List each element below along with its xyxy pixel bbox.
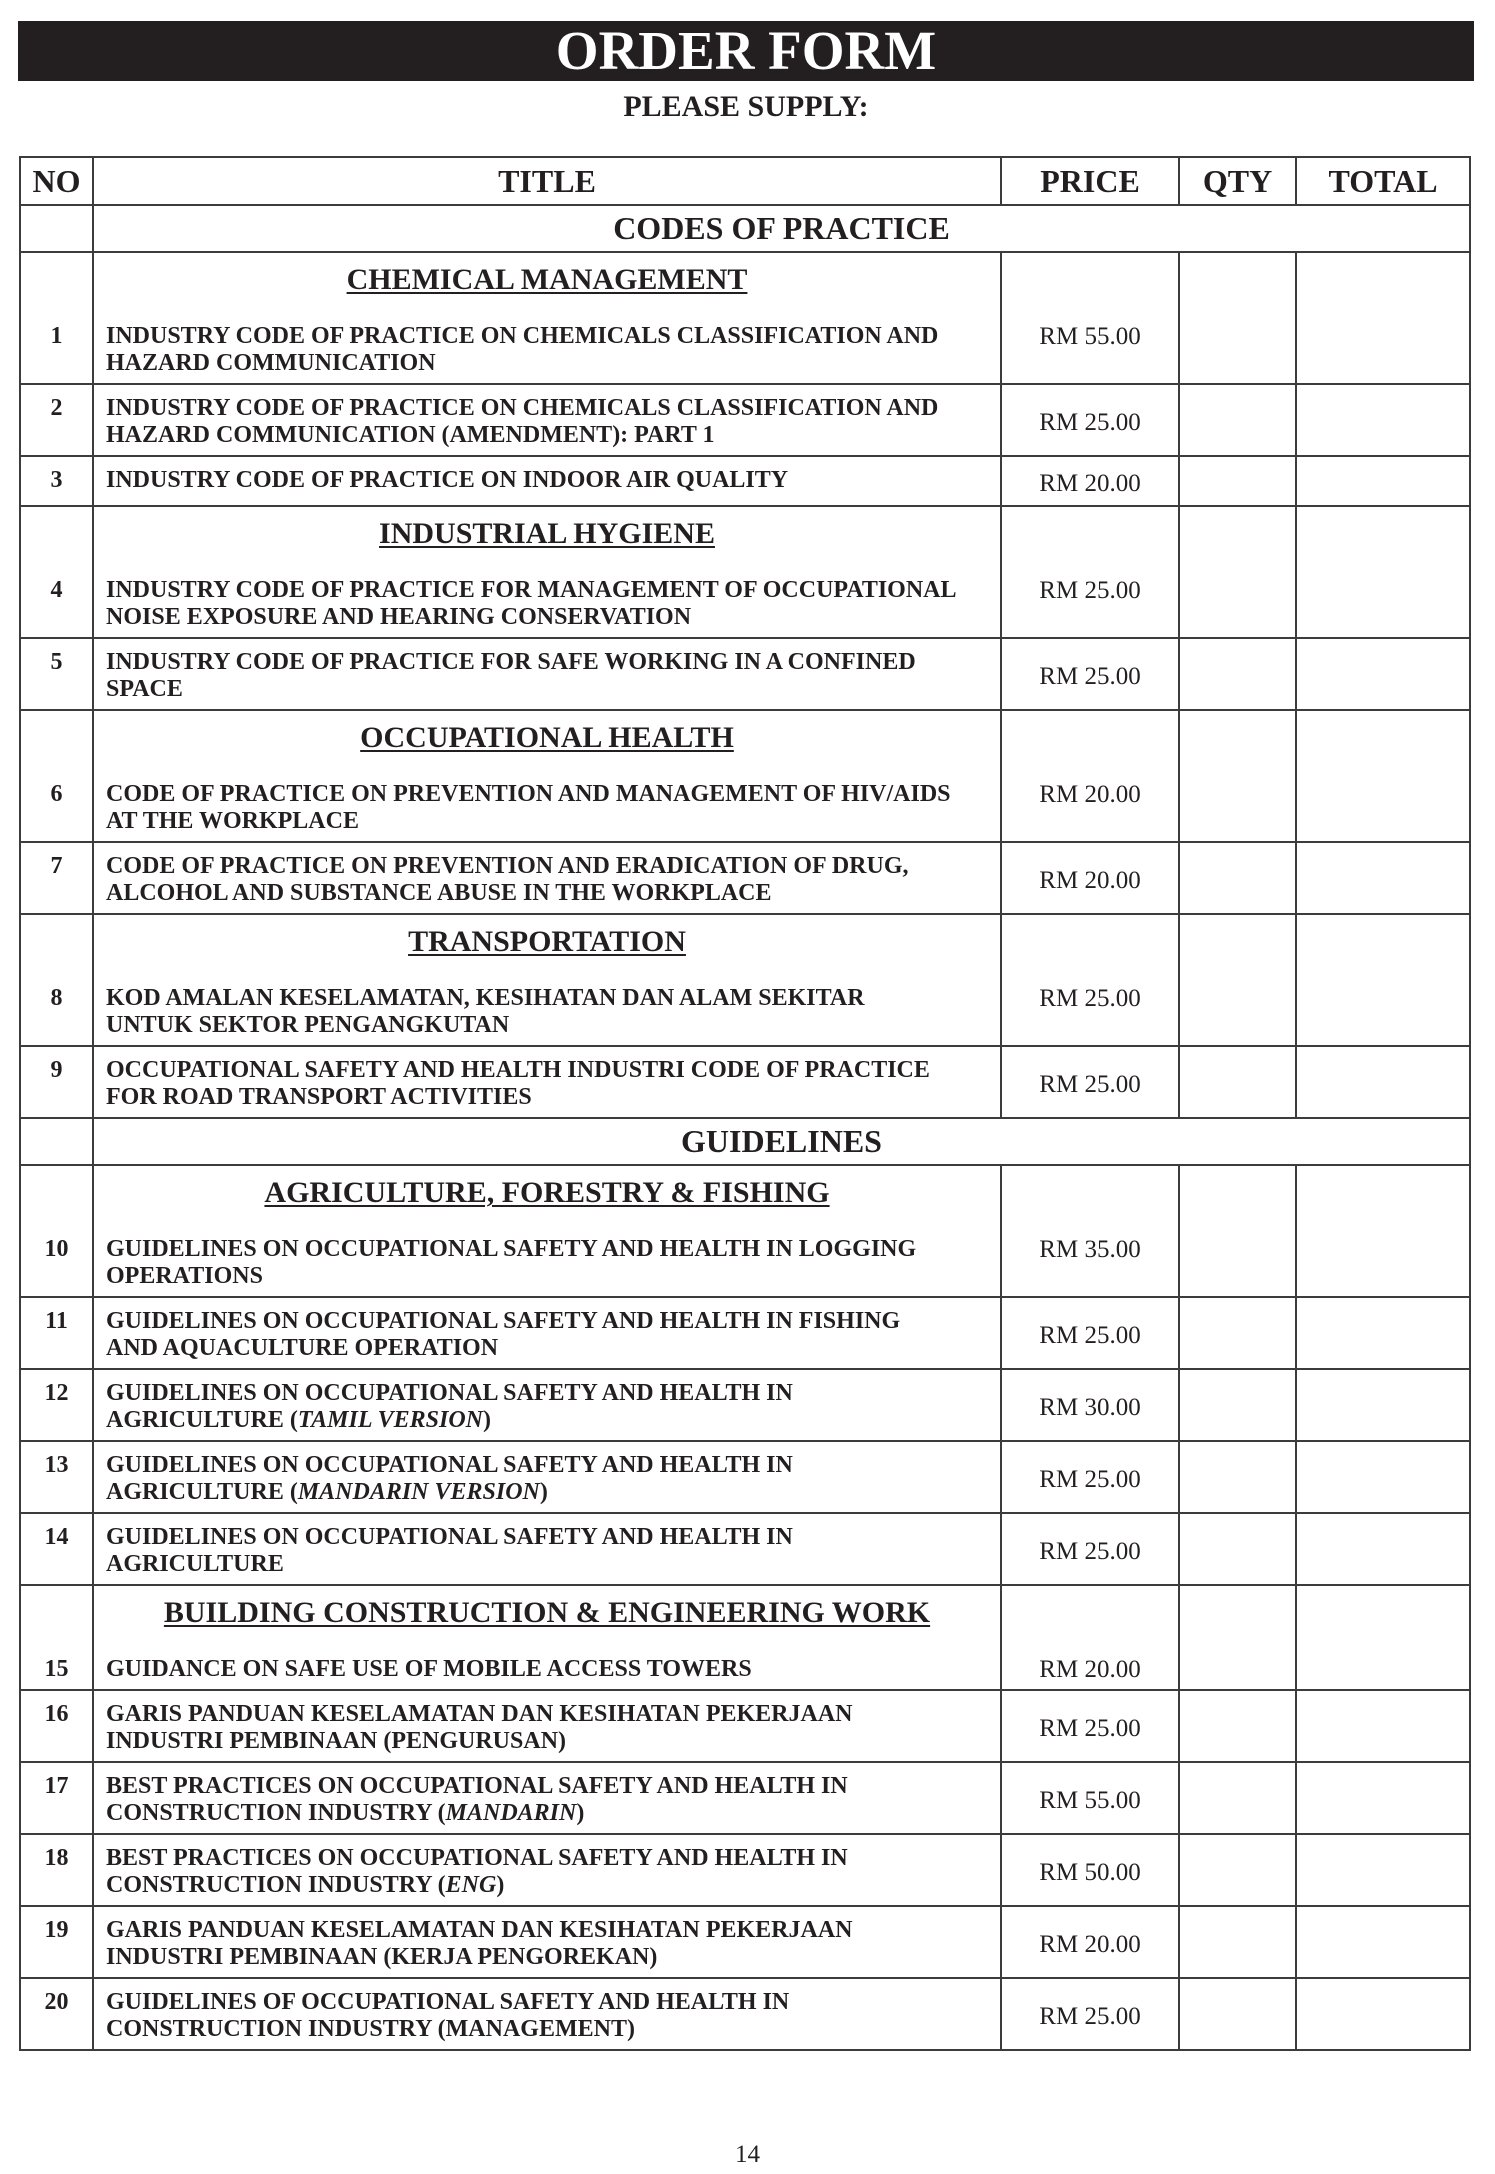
total-cell [1297,1442,1469,1512]
title-text-italic: MANDARIN VERSION [297,1479,540,1505]
qty-cell [1180,457,1297,505]
item-title-line: AGRICULTURE [106,1551,284,1577]
group-heading: AGRICULTURE, FORESTRY & FISHING [264,1176,830,1209]
table-row [21,915,1469,1047]
column-header-no: NO [21,158,94,204]
section-number-cell [21,206,94,251]
column-header-total: TOTAL [1328,162,1438,199]
item-title-line: UNTUK SEKTOR PENGANGKUTAN [106,1012,510,1038]
item-title-line: GUIDANCE ON SAFE USE OF MOBILE ACCESS TOWERS [106,1656,752,1682]
item-title-line: GARIS PANDUAN KESELAMATAN DAN KESIHATAN PEKERJAAN [106,1701,853,1727]
qty-cell [1180,253,1297,383]
item-price: RM 25.00 [1039,1714,1141,1742]
item-title-cell [94,1047,1002,1117]
title-text: ) [539,1479,548,1505]
qty-cell [1180,1907,1297,1977]
item-title-cell [94,1298,1002,1368]
section-title: GUIDELINES [681,1123,882,1159]
item-title-line [94,1872,1000,1899]
item-title-cell [94,639,1002,709]
item-number: 8 [21,915,94,1045]
qty-cell [1180,1442,1297,1512]
total-cell [1297,915,1469,1045]
column-header-title: TITLE [94,158,1002,204]
item-price: RM 25.00 [1039,662,1141,690]
title-text: AGRICULTURE ( [106,1407,298,1433]
item-title-line: KOD AMALAN KESELAMATAN, KESIHATAN DAN ALAM SEKITAR [106,985,865,1011]
item-title-cell [94,1979,1002,2049]
qty-cell [1180,385,1297,455]
table-row [21,1047,1469,1119]
item-price-cell [1002,385,1180,455]
item-price: RM 25.00 [1039,1465,1141,1493]
item-price: RM 55.00 [1039,323,1141,350]
item-price-cell [1002,1763,1180,1833]
item-number: 1 [21,253,94,383]
item-price-cell [1002,639,1180,709]
qty-cell [1180,711,1297,841]
item-price-cell [1002,253,1180,383]
qty-cell [1180,1298,1297,1368]
item-price: RM 20.00 [1039,866,1141,894]
item-title-line: BEST PRACTICES ON OCCUPATIONAL SAFETY AND HEALTH IN [106,1845,848,1871]
page-number: 14 [735,2141,760,2168]
total-cell [1297,253,1469,383]
item-number: 11 [21,1298,94,1368]
table-row [21,1586,1469,1691]
item-price: RM 20.00 [1039,1656,1141,1683]
item-number: 17 [21,1763,94,1833]
item-title-line: GARIS PANDUAN KESELAMATAN DAN KESIHATAN PEKERJAAN [106,1917,853,1943]
item-price: RM 25.00 [1039,577,1141,604]
qty-cell [1180,1691,1297,1761]
table-row [21,457,1469,507]
title-text: CONSTRUCTION INDUSTRY ( [106,1800,446,1826]
group-heading: BUILDING CONSTRUCTION & ENGINEERING WORK [163,1596,931,1629]
item-number: 5 [21,639,94,709]
item-price: RM 20.00 [1039,1930,1141,1958]
section-row [21,1119,1469,1166]
item-title-line: HAZARD COMMUNICATION (AMENDMENT): PART 1 [106,422,715,448]
table-row [21,1442,1469,1514]
total-cell [1297,1763,1469,1833]
title-text-italic: TAMIL VERSION [297,1407,483,1433]
table-row [21,253,1469,385]
item-number: 6 [21,711,94,841]
item-title-line: GUIDELINES ON OCCUPATIONAL SAFETY AND HEALTH IN [106,1524,793,1550]
item-title-line: OCCUPATIONAL SAFETY AND HEALTH INDUSTRI CODE OF PRACTICE [106,1057,930,1083]
table-row [21,1166,1469,1298]
item-title-line: HAZARD COMMUNICATION [106,350,436,376]
table-row [21,507,1469,639]
item-number: 18 [21,1835,94,1905]
total-cell [1297,1166,1469,1296]
item-price-cell [1002,711,1180,841]
item-price-cell [1002,1586,1180,1689]
item-price: RM 35.00 [1039,1236,1141,1263]
item-number: 19 [21,1907,94,1977]
item-title-cell [94,1691,1002,1761]
order-table [19,156,1471,2051]
total-cell [1297,1907,1469,1977]
item-title-cell [94,1586,1002,1689]
item-title-line: INDUSTRI PEMBINAAN (KERJA PENGOREKAN) [106,1944,658,1970]
item-price: RM 20.00 [1039,781,1141,808]
item-price: RM 25.00 [1039,985,1141,1012]
item-price-cell [1002,843,1180,913]
qty-cell [1180,1514,1297,1584]
item-title-line: ALCOHOL AND SUBSTANCE ABUSE IN THE WORKPLACE [106,880,772,906]
item-title-cell [94,1514,1002,1584]
qty-cell [1180,1835,1297,1905]
qty-cell [1180,1763,1297,1833]
item-title-cell [94,915,1002,1045]
item-number: 7 [21,843,94,913]
qty-cell [1180,1586,1297,1689]
item-number: 14 [21,1514,94,1584]
title-text: ) [496,1872,505,1898]
title-text: AGRICULTURE ( [106,1479,298,1505]
item-number: 4 [21,507,94,637]
table-row [21,1370,1469,1442]
item-title-line: INDUSTRI PEMBINAAN (PENGURUSAN) [106,1728,567,1754]
item-title-line: AND AQUACULTURE OPERATION [106,1335,499,1361]
item-title-cell [94,1166,1002,1296]
table-row [21,639,1469,711]
total-cell [1297,1370,1469,1440]
item-title-line: GUIDELINES ON OCCUPATIONAL SAFETY AND HEALTH IN [106,1380,793,1406]
table-row [21,711,1469,843]
item-title-line: NOISE EXPOSURE AND HEARING CONSERVATION [106,604,692,630]
item-title-cell [94,1763,1002,1833]
item-price-cell [1002,457,1180,505]
table-row [21,1835,1469,1907]
total-cell [1297,1514,1469,1584]
qty-cell [1180,843,1297,913]
qty-cell [1180,1047,1297,1117]
total-cell [1297,1586,1469,1689]
item-number: 15 [21,1586,94,1689]
item-price: RM 30.00 [1039,1393,1141,1421]
group-heading: CHEMICAL MANAGEMENT [346,263,748,296]
item-price: RM 25.00 [1039,408,1141,436]
item-title-line: AT THE WORKPLACE [106,808,359,834]
item-price-cell [1002,1979,1180,2049]
total-cell [1297,1298,1469,1368]
item-number: 12 [21,1370,94,1440]
item-number: 3 [21,457,94,505]
title-text-italic: MANDARIN [445,1800,577,1826]
qty-cell [1180,639,1297,709]
title-text: ) [482,1407,491,1433]
item-title-cell [94,1835,1002,1905]
table-row [21,1298,1469,1370]
section-number-cell [21,1119,94,1164]
item-title-cell [94,385,1002,455]
table-row [21,1514,1469,1586]
item-number: 10 [21,1166,94,1296]
title-text: ) [576,1800,585,1826]
total-cell [1297,711,1469,841]
item-title-cell [94,507,1002,637]
item-title-line: OPERATIONS [106,1263,263,1289]
table-row [21,385,1469,457]
item-price-cell [1002,1907,1180,1977]
item-price: RM 25.00 [1039,1321,1141,1349]
total-cell [1297,1047,1469,1117]
item-title-line: CODE OF PRACTICE ON PREVENTION AND MANAGEMENT OF HIV/AIDS [106,781,951,807]
item-title-line: CODE OF PRACTICE ON PREVENTION AND ERADICATION OF DRUG, [106,853,909,879]
item-price-cell [1002,1835,1180,1905]
group-heading: OCCUPATIONAL HEALTH [360,721,734,754]
item-price-cell [1002,1442,1180,1512]
item-title-line: INDUSTRY CODE OF PRACTICE ON INDOOR AIR QUALITY [106,467,789,493]
item-title-line: GUIDELINES ON OCCUPATIONAL SAFETY AND HEALTH IN [106,1452,793,1478]
group-heading: TRANSPORTATION [408,925,686,958]
item-price-cell [1002,507,1180,637]
item-number: 2 [21,385,94,455]
item-title-cell [94,843,1002,913]
total-cell [1297,457,1469,505]
item-title-line: GUIDELINES OF OCCUPATIONAL SAFETY AND HEALTH IN [106,1989,790,2015]
column-header-price: PRICE [1002,158,1180,204]
item-title-line [94,1800,1000,1827]
table-row [21,1979,1469,2049]
total-cell [1297,843,1469,913]
total-cell [1297,1691,1469,1761]
column-header-qty: QTY [1180,158,1297,204]
item-title-cell [94,1370,1002,1440]
table-row [21,843,1469,915]
table-row [21,1691,1469,1763]
item-price-cell [1002,1047,1180,1117]
item-number: 16 [21,1691,94,1761]
item-title-line: GUIDELINES ON OCCUPATIONAL SAFETY AND HEALTH IN FISHING [106,1308,901,1334]
item-price: RM 25.00 [1039,1537,1141,1565]
title-text: CONSTRUCTION INDUSTRY ( [106,1872,446,1898]
item-price: RM 55.00 [1039,1786,1141,1814]
item-price-cell [1002,1166,1180,1296]
qty-cell [1180,915,1297,1045]
item-title-cell [94,711,1002,841]
title-text-italic: ENG [445,1872,497,1898]
item-price: RM 25.00 [1039,2002,1141,2030]
page-title: ORDER FORM [18,21,1474,81]
table-row [21,1763,1469,1835]
item-title-line: INDUSTRY CODE OF PRACTICE ON CHEMICALS CLASSIFICATION AND [106,323,939,349]
item-title-line: GUIDELINES ON OCCUPATIONAL SAFETY AND HEALTH IN LOGGING [106,1236,917,1262]
item-number: 20 [21,1979,94,2049]
item-title-line: SPACE [106,676,183,702]
item-title-line: FOR ROAD TRANSPORT ACTIVITIES [106,1084,532,1110]
item-title-line: INDUSTRY CODE OF PRACTICE FOR SAFE WORKING IN A CONFINED [106,649,916,675]
item-price: RM 20.00 [1039,469,1141,497]
item-number: 13 [21,1442,94,1512]
total-cell [1297,639,1469,709]
item-title-line [94,1407,1000,1434]
table-row [21,1907,1469,1979]
item-price-cell [1002,1691,1180,1761]
item-title-cell [94,457,1002,505]
table-header [21,158,1469,206]
group-heading: INDUSTRIAL HYGIENE [379,517,715,550]
qty-cell [1180,1979,1297,2049]
section-row [21,206,1469,253]
item-title-cell [94,1907,1002,1977]
qty-cell [1180,507,1297,637]
item-number: 9 [21,1047,94,1117]
item-title-line: INDUSTRY CODE OF PRACTICE ON CHEMICALS CLASSIFICATION AND [106,395,939,421]
item-price-cell [1002,1514,1180,1584]
section-title: CODES OF PRACTICE [613,210,950,246]
total-cell [1297,1979,1469,2049]
qty-cell [1180,1370,1297,1440]
item-title-line: CONSTRUCTION INDUSTRY (MANAGEMENT) [106,2016,635,2042]
qty-cell [1180,1166,1297,1296]
item-title-cell [94,1442,1002,1512]
item-title-line: BEST PRACTICES ON OCCUPATIONAL SAFETY AND HEALTH IN [106,1773,848,1799]
item-title-line [94,1479,1000,1506]
item-title-line: INDUSTRY CODE OF PRACTICE FOR MANAGEMENT OF OCCUPATIONAL [106,577,957,603]
total-cell [1297,1835,1469,1905]
item-price: RM 25.00 [1039,1070,1141,1098]
item-title-cell [94,253,1002,383]
item-price-cell [1002,915,1180,1045]
item-price-cell [1002,1298,1180,1368]
total-cell [1297,385,1469,455]
total-cell [1297,507,1469,637]
item-price: RM 50.00 [1039,1858,1141,1886]
page-subtitle: PLEASE SUPPLY: [623,90,869,123]
item-price-cell [1002,1370,1180,1440]
